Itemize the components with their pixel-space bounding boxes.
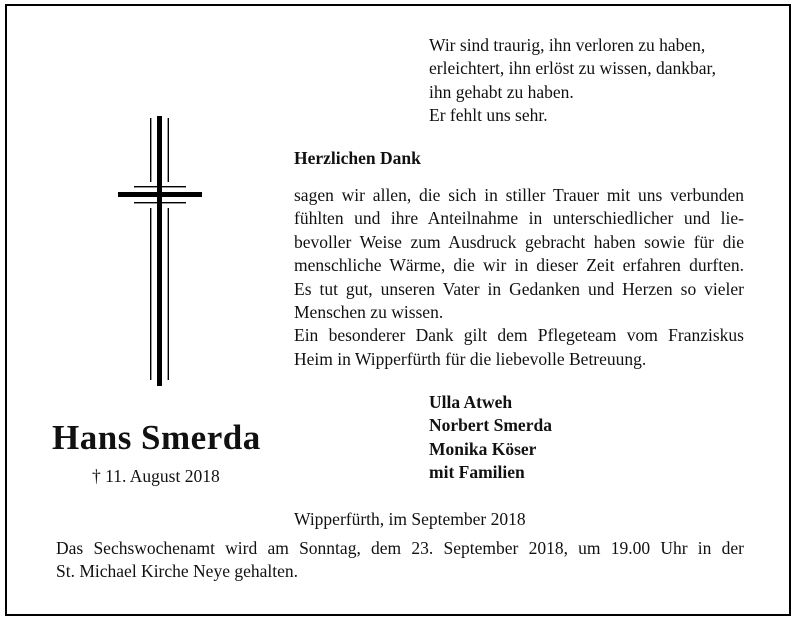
signatory: Norbert Smerda [429, 415, 552, 436]
text-line: fühlten und ihre Anteilnahme in unterschiedlicher und lie- [294, 208, 744, 229]
place-date: Wipperfürth, im September 2018 [294, 509, 526, 529]
death-date: † 11. August 2018 [92, 466, 220, 486]
poem-line: Er fehlt uns sehr. [429, 105, 548, 126]
cross-icon [118, 116, 204, 388]
thanks-text [294, 184, 744, 371]
deceased-name: Hans Smerda [52, 418, 261, 457]
thanks-heading: Herzlichen Dank [294, 148, 421, 168]
signatory: Monika Köser [429, 438, 537, 459]
poem-line: erleichtert, ihn erlöst zu wissen, dankbar, [429, 58, 716, 79]
text-line: Ein besonderer Dank gilt dem Pflegeteam vom Franziskus [294, 325, 744, 346]
signatories [429, 391, 552, 485]
text-line: Menschen zu wissen. [294, 301, 444, 322]
text-line: menschliche Wärme, die wir in dieser Zeit erfahren durften. [294, 255, 744, 276]
text-line: Es tut gut, unseren Vater in Gedanken und Herzen so vieler [294, 278, 744, 299]
service-note [56, 537, 744, 584]
signatory: Ulla Atweh [429, 392, 513, 412]
text-line: bevoller Weise zum Ausdruck gebracht haben sowie für die [294, 231, 744, 252]
text-line: Heim in Wipperfürth für die liebevolle Betreuung. [294, 348, 647, 369]
text-line: sagen wir allen, die sich in stiller Trauer mit uns verbunden [294, 185, 744, 205]
poem-line: ihn gehabt zu haben. [429, 81, 574, 102]
note-line: St. Michael Kirche Neye gehalten. [56, 561, 298, 582]
poem-line: Wir sind traurig, ihn verloren zu haben, [429, 35, 706, 55]
poem [429, 34, 716, 128]
signatory: mit Familien [429, 462, 525, 483]
note-line: Das Sechswochenamt wird am Sonntag, dem 23. September 2018, um 19.00 Uhr in der [56, 538, 744, 558]
